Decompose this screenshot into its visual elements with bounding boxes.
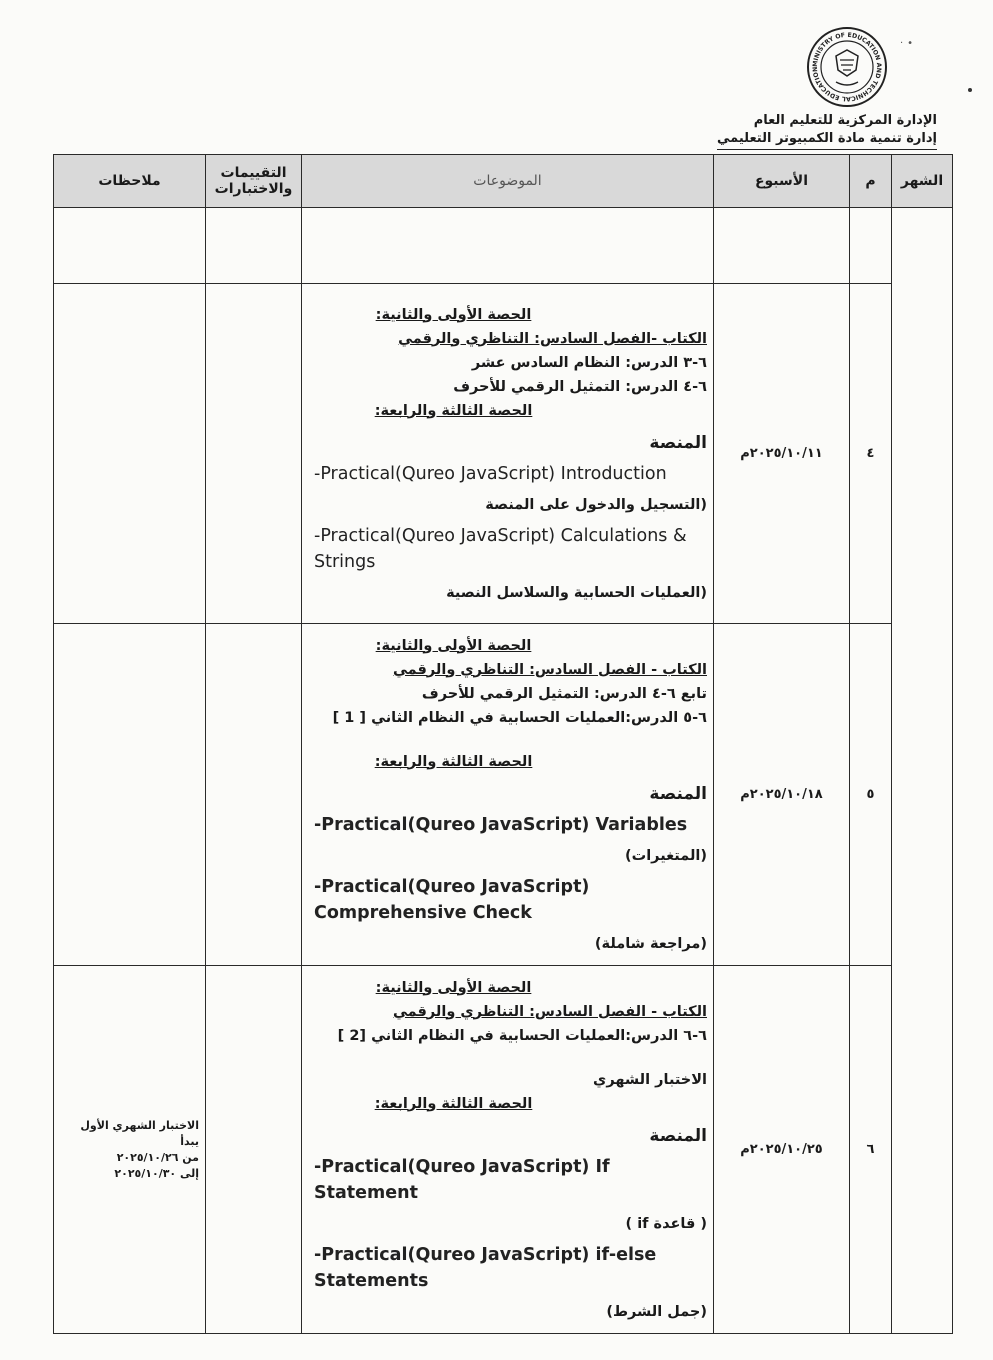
header-notes: ملاحظات — [54, 155, 206, 208]
platform-heading: المنصة — [649, 783, 707, 804]
row-week: ٢٠٢٥/١٠/٢٥م — [714, 966, 850, 1334]
notes-cell — [54, 284, 206, 624]
period-3-4-heading: الحصة الثالثة والرابعة: — [374, 753, 533, 770]
assessments-cell — [206, 284, 302, 624]
ministry-seal-logo — [806, 26, 888, 108]
assessments-cell — [206, 966, 302, 1334]
book-chapter: الكتاب - الفصل السادس: التناظري والرقمي — [393, 661, 707, 678]
subdepartment-title: إدارة تنمية مادة الكمبيوتر التعليمي — [717, 130, 937, 150]
activity-en: -Practical(Qureo JavaScript) Calculations & Strings — [314, 525, 687, 572]
table-row — [54, 966, 953, 1334]
seal-text: MINISTRY OF EDUCATION AND TECHNICAL EDUCATION — [811, 31, 883, 103]
book-chapter: الكتاب - الفصل السادس: التناظري والرقمي — [393, 1003, 707, 1020]
header-topics: الموضوعات — [302, 155, 714, 208]
cell-empty — [850, 208, 892, 284]
month-cell — [892, 208, 953, 1334]
note-line: من ٢٠٢٥/١٠/٢٦ — [116, 1150, 199, 1164]
row-topics — [302, 624, 714, 966]
header-number: م — [850, 155, 892, 208]
table-row-empty — [54, 208, 953, 284]
lesson-item: ٦-٣ الدرس: النظام السادس عشر — [471, 354, 707, 371]
notes-cell — [54, 966, 206, 1334]
header-month: الشهر — [892, 155, 953, 208]
lesson-item: ٦-٥ الدرس:العمليات الحسابية في النظام الثاني [ 1 ] — [332, 709, 707, 726]
activity-en: -Practical(Qureo JavaScript) if-else Statements — [314, 1244, 657, 1291]
activity-ar: (التسجيل والدخول على المنصة — [485, 496, 707, 513]
activity-ar: (جمل الشرط) — [606, 1303, 707, 1320]
cell-empty — [54, 208, 206, 284]
cell-empty — [206, 208, 302, 284]
header-week: الأسبوع — [714, 155, 850, 208]
activity-en: -Practical(Qureo JavaScript) Variables — [314, 814, 688, 835]
platform-heading: المنصة — [649, 432, 707, 453]
notes-cell — [54, 624, 206, 966]
activity-en: -Practical(Qureo JavaScript) Introduction — [314, 463, 667, 484]
row-week: ٢٠٢٥/١٠/١١م — [714, 284, 850, 624]
note-line: الاختبار الشهري الأول يبدأ — [80, 1118, 199, 1148]
table-header-row — [54, 155, 953, 208]
period-3-4-heading: الحصة الثالثة والرابعة: — [374, 402, 533, 419]
row-number: ٤ — [850, 284, 892, 624]
lesson-item: ٦-٤ الدرس: التمثيل الرقمي للأحرف — [453, 378, 707, 395]
department-title: الإدارة المركزية للتعليم العام — [753, 113, 937, 128]
row-number: ٥ — [850, 624, 892, 966]
note-line: إلى ٢٠٢٥/١٠/٣٠ — [114, 1166, 199, 1180]
lesson-item: تابع ٦-٤ الدرس: التمثيل الرقمي للأحرف — [421, 685, 707, 702]
activity-ar: (المتغيرات) — [625, 847, 707, 864]
table-row — [54, 284, 953, 624]
monthly-exam: الاختبار الشهري — [593, 1071, 707, 1088]
decorative-dot — [968, 88, 972, 92]
lesson-item: ٦-٦ الدرس:العمليات الحسابية في النظام الثاني [2 ] — [337, 1027, 707, 1044]
curriculum-plan-table — [53, 154, 953, 1334]
row-topics — [302, 966, 714, 1334]
decorative-marks: ·• — [900, 38, 918, 49]
cell-empty — [302, 208, 714, 284]
period-1-2-heading: الحصة الأولى والثانية: — [375, 979, 532, 996]
activity-ar: (مراجعة شاملة) — [594, 935, 707, 952]
period-3-4-heading: الحصة الثالثة والرابعة: — [374, 1095, 533, 1112]
period-1-2-heading: الحصة الأولى والثانية: — [375, 637, 532, 654]
cell-empty — [714, 208, 850, 284]
book-chapter: الكتاب -الفصل السادس: التناظري والرقمي — [398, 330, 707, 347]
svg-text:MINISTRY OF EDUCATION AND TECH — [812, 32, 882, 102]
row-topics — [302, 284, 714, 624]
header-organization — [717, 112, 937, 150]
activity-en: -Practical(Qureo JavaScript) Comprehensive Check — [314, 876, 590, 923]
period-1-2-heading: الحصة الأولى والثانية: — [375, 306, 532, 323]
assessments-cell — [206, 624, 302, 966]
activity-en: -Practical(Qureo JavaScript) If Statement — [314, 1156, 610, 1203]
header-assessments: التقييمات والاختبارات — [206, 155, 302, 208]
table-row — [54, 624, 953, 966]
row-week: ٢٠٢٥/١٠/١٨م — [714, 624, 850, 966]
row-number: ٦ — [850, 966, 892, 1334]
activity-ar: (العمليات الحسابية والسلاسل النصية — [446, 584, 707, 601]
platform-heading: المنصة — [649, 1125, 707, 1146]
activity-ar: ( قاعدة if ) — [625, 1215, 707, 1232]
